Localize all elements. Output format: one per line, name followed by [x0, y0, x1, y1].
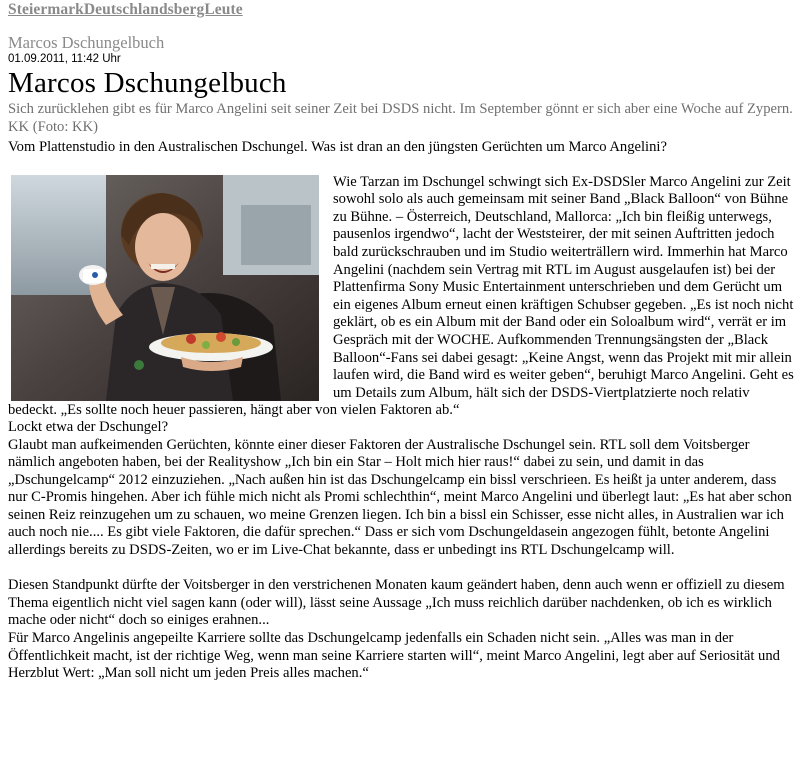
- article-title: Marcos Dschungelbuch: [8, 67, 287, 99]
- subheading: Lockt etwa der Dschungel?: [8, 418, 169, 435]
- article-photo: [11, 175, 319, 401]
- body-paragraph-2: Glaubt man aufkeimenden Gerüchten, könnte einer dieser Faktoren der Australische Dschungel sein. RTL soll dem Voitsberger nämlich angeboten haben, bei der Realityshow „Ich bin ein Star – Holt mich hier raus!“ dabei zu sein, und damit in das „Dschungelcamp“ 2012 einzuziehen. „Nach außen hin ist das Dschungelcamp ein bissl verschrieen. Es heißt ja unter anderem, dass nur C-Promis hingehen. Aber ich fühle mich nicht als Promi schlechthin“, meint Marco Angelini und überlegt laut: „Es hat aber schon seinen Reiz reinzugehen um zu schauen, wo meine Grenzen liegen. Ich bin a bissl ein Schisser, esse nicht alles, in Australien war ich auch noch nie.... Es gibt viele Faktoren, die dafür sprechen.“ Dass er sich vom Dschungeldasein angezogen fühlt, betonte Angelini allerdings bereits zu DSDS-Zeiten, wo er im Live-Chat bekannte, dass er unbedingt ins RTL Dschungelcamp will.: [8, 436, 792, 559]
- breadcrumb[interactable]: SteiermarkDeutschlandsbergLeute: [8, 1, 243, 18]
- photo-illustration: [11, 175, 319, 401]
- article-intro: Vom Plattenstudio in den Australischen Dschungel. Was ist dran an den jüngsten Gerüchten um Marco Angelini?: [8, 139, 667, 155]
- article-date: 01.09.2011, 11:42 Uhr: [8, 53, 121, 65]
- article-body-flow: [8, 174, 794, 683]
- article-kicker: Marcos Dschungelbuch: [8, 33, 165, 52]
- body-paragraph-1: Wie Tarzan im Dschungel schwingt sich Ex-DSDSler Marco Angelini zur Zeit sowohl solo als auch gemeinsam mit seiner Band „Black Balloon“ von Bühne zu Bühne. – Österreich, Deutschland, Mallorca: „Ich bin fleißig unterwegs, pausenlos irgendwo“, lacht der Weststeirer, der mit seinen Auftritten jedoch bald zurückschrauben und im Studio weiterträllern wird. Immerhin hat Marco Angelini (nachdem sein Vertrag mit RTL im August ausgelaufen ist) bei der Plattenfirma Sony Music Entertainment unterschrieben und dem Gerücht um ein eigenes Album erneut einen kräftigen Schubser gegeben. „Es ist noch nicht geklärt, ob es ein Album mit der Band oder ein Soloalbum wird“, verrät er im Gespräch mit der WOCHE. Aufkommenden Trennungsängsten der „Black Balloon“-Fans sei dabei gesagt: „Keine Angst, wenn das Projekt mit mir allein laufen wird, die Band wird es weiter geben“, beruhigt Marco Angelini. Geht es um Details zum Album, hält sich der DSDS-Viertplatzierte noch relativ bedeckt. „Es sollte noch heuer passieren, hängt aber von vielen Faktoren ab.“: [8, 173, 794, 419]
- article: [8, 0, 794, 174]
- article-lead: Sich zurücklehen gibt es für Marco Angelini seit seiner Zeit bei DSDS nicht. Im September gönnt er sich aber eine Woche auf Zypern. KK (Foto: KK): [8, 101, 793, 135]
- body-paragraph-3: Diesen Standpunkt dürfte der Voitsberger in den verstrichenen Monaten kaum geändert haben, denn auch wenn er offiziell zu diesem Thema eigentlich nicht viel sagen kann (oder will), lässt seine Aussage „Ich muss reichlich darüber nachdenken, ob ich es wirklich mache oder nicht“ doch so einiges erahnen...: [8, 577, 785, 629]
- body-paragraph-4: Für Marco Angelinis angepeilte Karriere sollte das Dschungelcamp jedenfalls ein Schaden nicht sein. „Alles was man in der Öffentlichkeit macht, ist der richtige Weg, wenn man seine Karriere starten will“, meint Marco Angelini, legt aber auf Seriosität und Herzblut Wert: „Man soll nicht um jeden Preis alles machen.“: [8, 630, 780, 682]
